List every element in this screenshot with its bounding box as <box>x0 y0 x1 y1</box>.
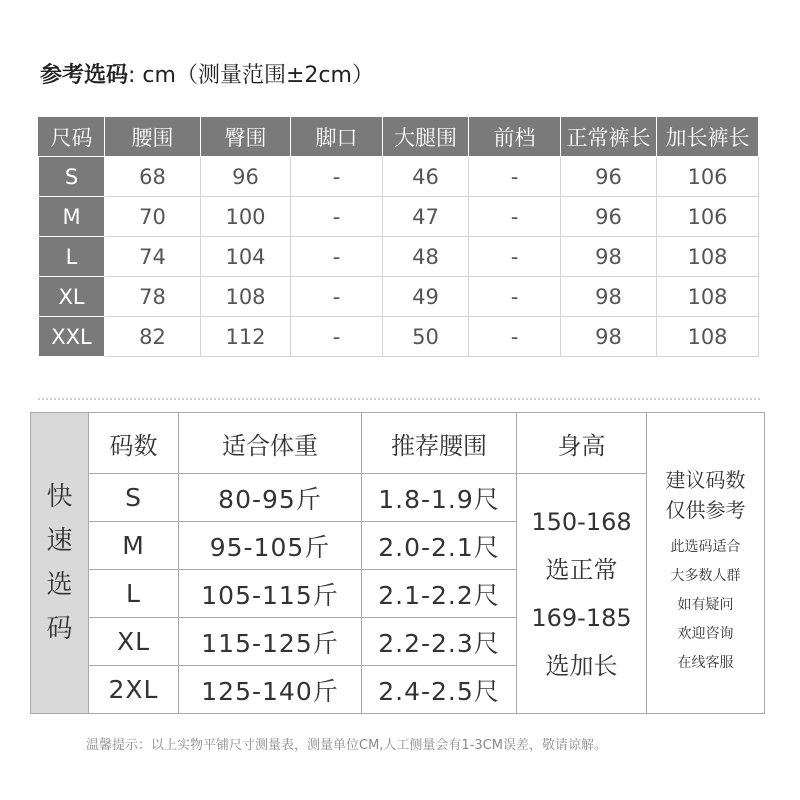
header-hem: 脚口 <box>291 117 383 157</box>
size-code-cell: XL <box>89 618 179 666</box>
quick-label-char: 选 <box>46 570 73 600</box>
header-long-length: 加长裤长 <box>657 117 759 157</box>
table-row <box>39 197 759 237</box>
height-line: 选正常 <box>545 555 618 584</box>
long-length-cell: 108 <box>657 277 759 317</box>
long-length-cell: 106 <box>657 157 759 197</box>
quick-select-label <box>31 413 89 714</box>
table-row <box>39 157 759 197</box>
size-chart-header-row <box>39 117 759 157</box>
front-rise-cell: - <box>469 197 561 237</box>
section-divider <box>38 398 760 400</box>
header-regular-length: 正常裤长 <box>561 117 657 157</box>
waist-cell: 82 <box>105 317 201 357</box>
hem-cell: - <box>291 197 383 237</box>
thigh-cell: 49 <box>383 277 469 317</box>
regular-length-cell: 98 <box>561 277 657 317</box>
front-rise-cell: - <box>469 317 561 357</box>
header-front-rise: 前档 <box>469 117 561 157</box>
header-size-code: 码数 <box>89 413 179 474</box>
height-line: 169-185 <box>531 603 632 632</box>
waist-range-cell: 2.1-2.2尺 <box>362 570 517 618</box>
note-small-line: 如有疑问 <box>677 597 734 613</box>
note-line: 仅供参考 <box>665 498 746 522</box>
quick-label-char: 速 <box>46 526 73 556</box>
header-height: 身高 <box>517 413 647 474</box>
front-rise-cell: - <box>469 277 561 317</box>
size-label: XXL <box>39 317 105 357</box>
hem-cell: - <box>291 157 383 197</box>
waist-range-cell: 2.2-2.3尺 <box>362 618 517 666</box>
long-length-cell: 106 <box>657 197 759 237</box>
hip-cell: 100 <box>201 197 291 237</box>
quick-label-char: 快 <box>46 482 73 512</box>
note-small-line: 大多数人群 <box>670 568 741 584</box>
note-small-line: 欢迎咨询 <box>677 626 734 642</box>
hem-cell: - <box>291 237 383 277</box>
regular-length-cell: 96 <box>561 157 657 197</box>
regular-length-cell: 98 <box>561 317 657 357</box>
quick-label-char: 码 <box>46 614 73 644</box>
note-small-line: 在线客服 <box>677 655 734 671</box>
size-label: S <box>39 157 105 197</box>
size-code-cell: M <box>89 522 179 570</box>
height-line: 150-168 <box>531 507 632 536</box>
waist-cell: 74 <box>105 237 201 277</box>
hip-cell: 104 <box>201 237 291 277</box>
weight-cell: 125-140斤 <box>179 666 362 714</box>
height-guide-cell <box>517 474 647 714</box>
regular-length-cell: 96 <box>561 197 657 237</box>
note-line: 建议码数 <box>665 468 746 492</box>
front-rise-cell: - <box>469 237 561 277</box>
hip-cell: 96 <box>201 157 291 197</box>
weight-cell: 105-115斤 <box>179 570 362 618</box>
size-code-cell: S <box>89 474 179 522</box>
title-unit-note: : cm（测量范围±2cm） <box>128 63 374 88</box>
thigh-cell: 50 <box>383 317 469 357</box>
table-row <box>39 317 759 357</box>
thigh-cell: 48 <box>383 237 469 277</box>
table-row <box>39 237 759 277</box>
size-code-cell: 2XL <box>89 666 179 714</box>
long-length-cell: 108 <box>657 237 759 277</box>
table-row <box>39 277 759 317</box>
quick-size-table <box>30 412 765 714</box>
waist-range-cell: 2.0-2.1尺 <box>362 522 517 570</box>
advice-note <box>647 413 765 714</box>
hip-cell: 108 <box>201 277 291 317</box>
header-weight: 适合体重 <box>179 413 362 474</box>
weight-cell: 95-105斤 <box>179 522 362 570</box>
size-label: M <box>39 197 105 237</box>
size-code-cell: L <box>89 570 179 618</box>
hem-cell: - <box>291 277 383 317</box>
hip-cell: 112 <box>201 317 291 357</box>
page-title <box>40 58 374 89</box>
front-rise-cell: - <box>469 157 561 197</box>
size-chart-table <box>38 116 759 357</box>
title-bold: 参考选码 <box>40 63 129 88</box>
waist-range-cell: 2.4-2.5尺 <box>362 666 517 714</box>
waist-cell: 68 <box>105 157 201 197</box>
note-small-line: 此选码适合 <box>670 539 741 555</box>
waist-cell: 70 <box>105 197 201 237</box>
header-recommended-waist: 推荐腰围 <box>362 413 517 474</box>
footer-tip: 温馨提示：以上实物平铺尺寸测量表，测量单位CM,人工侧量会有1-3CM误差，敬请谅解。 <box>86 738 607 753</box>
regular-length-cell: 98 <box>561 237 657 277</box>
header-thigh: 大腿围 <box>383 117 469 157</box>
header-size: 尺码 <box>39 117 105 157</box>
size-label: XL <box>39 277 105 317</box>
waist-range-cell: 1.8-1.9尺 <box>362 474 517 522</box>
hem-cell: - <box>291 317 383 357</box>
weight-cell: 115-125斤 <box>179 618 362 666</box>
header-waist: 腰围 <box>105 117 201 157</box>
long-length-cell: 108 <box>657 317 759 357</box>
waist-cell: 78 <box>105 277 201 317</box>
thigh-cell: 47 <box>383 197 469 237</box>
size-label: L <box>39 237 105 277</box>
height-line: 选加长 <box>545 651 618 680</box>
thigh-cell: 46 <box>383 157 469 197</box>
header-hip: 臀围 <box>201 117 291 157</box>
weight-cell: 80-95斤 <box>179 474 362 522</box>
